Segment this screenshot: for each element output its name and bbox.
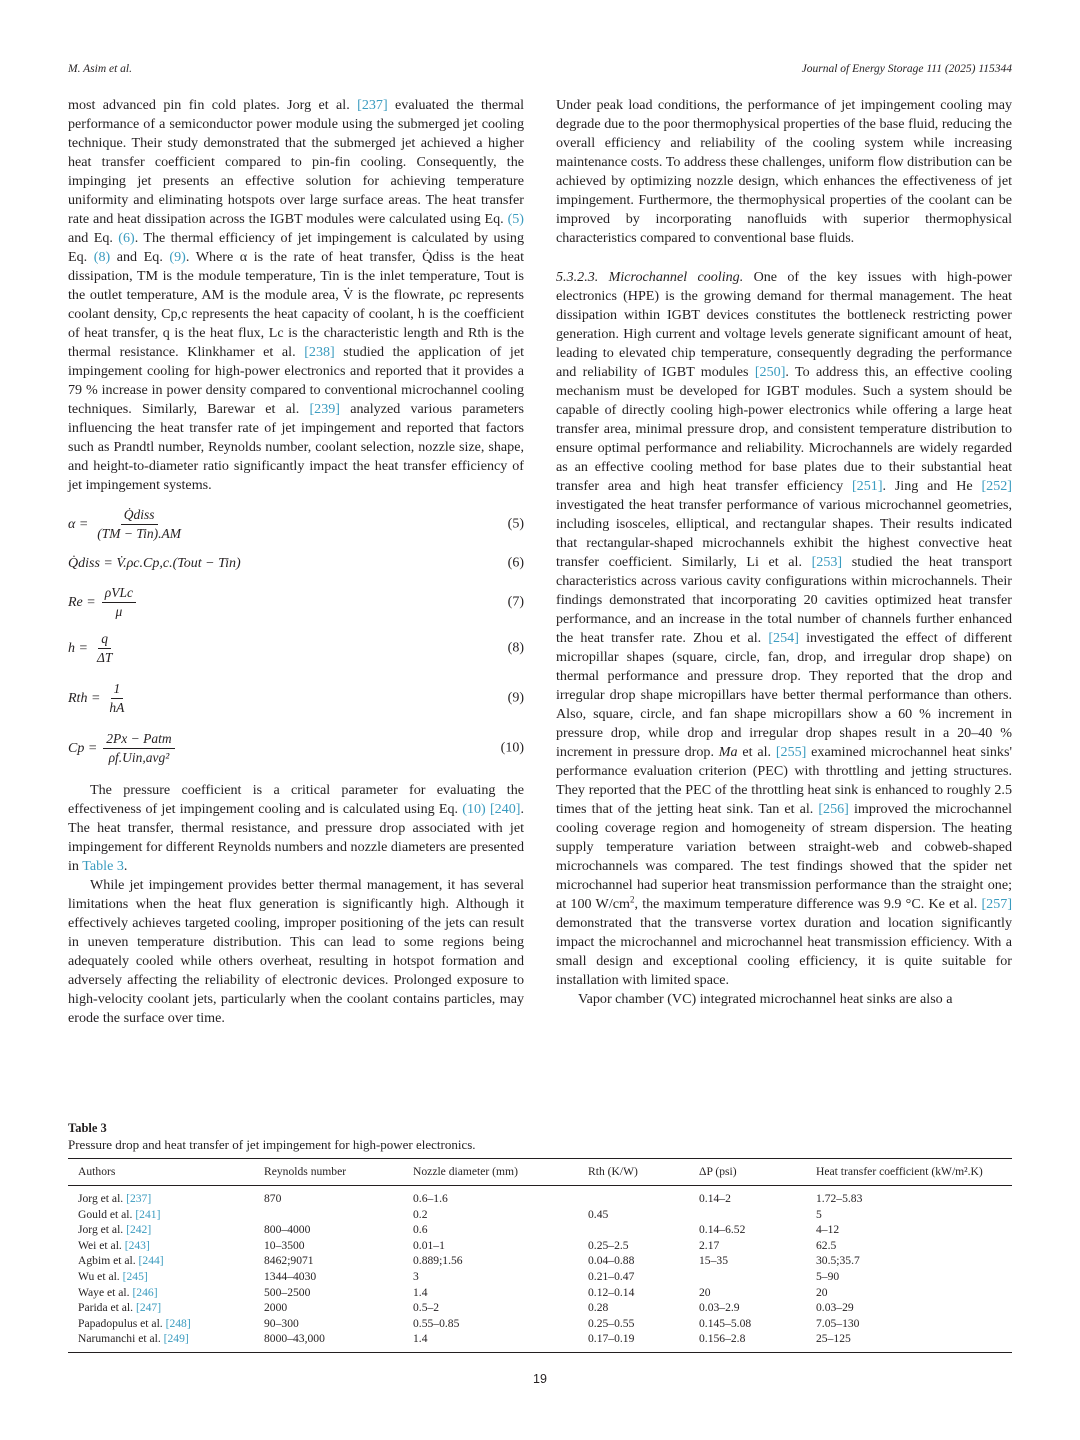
cell-rth: 0.17–0.19	[588, 1332, 635, 1346]
fraction: $\frac{\text{ρVLc}}{\mu}$	[102, 585, 136, 620]
table-row	[68, 1238, 1012, 1254]
cell-dp: 2.17	[699, 1238, 720, 1252]
cell-rth: 0.45	[588, 1207, 609, 1221]
cell-dp: 20	[699, 1285, 711, 1299]
table-label: Table 3	[68, 1121, 107, 1135]
equation-link[interactable]: (6)	[118, 230, 135, 246]
column-header: Reynolds number	[264, 1165, 347, 1179]
table-row	[68, 1222, 1012, 1238]
fraction: $\frac{q}{\Delta T}$	[96, 630, 113, 665]
cell-dp: 0.156–2.8	[699, 1332, 746, 1346]
citation-link[interactable]: [237]	[126, 1192, 152, 1205]
equation-number: (8)	[507, 640, 524, 656]
cell-nozzle: 0.6–1.6	[413, 1192, 448, 1205]
paragraph-jet-impingement: most advanced pin fin cold plates. Jorg et al. [237] evaluated the thermal performance of a semiconductor power module using the submerged jet cooling technique. Their study demonstrated that the submerged jet achieved a higher heat transfer coefficient compared to pin-fin cooling. Consequently, the impinging jet presents an effective solution for achieving temperature uniformity and eliminating hotspots over large surface areas. The heat transfer rate and heat dissipation across the IGBT modules were calculated using Eq. (5) and Eq. (6). The thermal efficiency of jet impingement is calculated by using Eq. (8) and Eq. (9). Where α is the rate of heat transfer, Q̇diss is the heat dissipation, TM is the module temperature, Tin is the inlet temperature, Tout is the outlet temperature, AM is the module area, V̇ is the flowrate, ρc represents coolant density, Cp,c represents the heat capacity of coolant, h is the coefficient of heat transfer, q is the heat flux, Lc is the characteristic length and Rth is the thermal resistance. Klinkhamer et al. [238] studied the application of jet impingement cooling for high-power electronics and reported that it provides a 79 % increase in power density compared to conventional microchannel cooling techniques. Similarly, Barewar et al. [239] analyzed various parameters influencing the heat transfer rate of jet impingement and reported that factors such as Prandtl number, Reynolds number, coolant selection, nozzle size, shape, and height-to-diameter ratio significantly impact the heat transfer efficiency of jet impingement systems.	[68, 97, 525, 493]
equation-7: Re = $\frac{\text{ρVLc}}{\mu}$ (7)	[68, 584, 524, 619]
cell-re	[254, 1207, 403, 1223]
cell-author: Wu et al. [245]	[78, 1269, 148, 1283]
table-link[interactable]: Table 3	[82, 858, 124, 874]
equation-number: (10)	[500, 740, 524, 756]
equation-number: (6)	[507, 555, 524, 571]
table-row	[68, 1300, 1012, 1316]
cell-nozzle: 0.6	[413, 1223, 428, 1237]
cell-nozzle: 0.2	[413, 1207, 428, 1221]
column-header: ΔP (psi)	[699, 1165, 737, 1179]
cell-re: 8462;9071	[264, 1254, 314, 1268]
paragraph-pressure-coefficient: The pressure coefficient is a critical parameter for evaluating the effectiveness of jet impingement cooling and is calculated using Eq. (10) [240]. The heat transfer, thermal resistance, and pressure drop associated with jet impingement for different Reynolds numbers and nozzle diameters are presented in Table 3.	[68, 782, 524, 874]
cell-dp	[689, 1207, 806, 1223]
running-head-authors: M. Asim et al.	[68, 63, 132, 75]
cell-nozzle: 0.889;1.56	[413, 1254, 463, 1268]
fraction: $\frac{\text{2Px − Patm}}{\text{ρf.Uin,avg²}}$	[103, 731, 174, 766]
cell-htc: 30.5;35.7	[816, 1254, 860, 1268]
column-header: Rth (K/W)	[588, 1165, 638, 1179]
cell-rth: 0.21–0.47	[588, 1269, 635, 1283]
equation-link[interactable]: (5)	[507, 211, 524, 227]
table-row	[68, 1285, 1012, 1301]
cell-rth	[578, 1186, 689, 1207]
cell-htc: 7.05–130	[816, 1316, 860, 1330]
cell-author: Wei et al. [243]	[78, 1238, 150, 1252]
fraction: $\frac{\text{Q̇diss}}{\text{(TM − Tin).AM}}$	[97, 506, 182, 541]
citation-link[interactable]: [240]	[489, 801, 521, 817]
cell-nozzle: 3	[413, 1269, 419, 1283]
cell-htc: 1.72–5.83	[816, 1192, 863, 1205]
cell-author: Waye et al. [246]	[78, 1285, 158, 1299]
citation-link[interactable]: [252]	[981, 478, 1012, 494]
cell-htc: 20	[816, 1285, 828, 1299]
table-row	[68, 1316, 1012, 1332]
cell-dp: 15–35	[699, 1254, 728, 1268]
cell-author: Jorg et al. [242]	[78, 1223, 152, 1237]
table-row	[68, 1253, 1012, 1269]
equation-8: h = $\frac{q}{\Delta T}$ (8)	[68, 630, 524, 665]
cell-author: Papadopulus et al. [248]	[78, 1316, 191, 1330]
fraction: $\frac{1}{hA}$	[109, 680, 125, 715]
right-column	[556, 96, 1012, 1009]
citation-link[interactable]: [246]	[132, 1285, 158, 1299]
running-head-journal: Journal of Energy Storage 111 (2025) 115344	[801, 63, 1012, 75]
equation-link[interactable]: (9)	[169, 249, 186, 265]
cell-nozzle: 1.4	[413, 1285, 428, 1299]
table-3	[68, 1120, 1012, 1353]
citation-link[interactable]: [245]	[122, 1269, 148, 1283]
data-table	[68, 1158, 1012, 1353]
citation-link[interactable]: [257]	[981, 896, 1013, 912]
citation-link[interactable]: [254]	[768, 630, 799, 646]
equation-number: (5)	[507, 516, 524, 532]
citation-link[interactable]: [238]	[304, 344, 335, 360]
cell-rth	[578, 1222, 689, 1238]
cell-re: 800–4000	[264, 1223, 311, 1237]
citation-link[interactable]: [244]	[138, 1254, 164, 1268]
cell-nozzle: 0.55–0.85	[413, 1316, 460, 1330]
cell-dp: 0.03–2.9	[699, 1301, 740, 1315]
cell-author: Narumanchi et al. [249]	[78, 1332, 189, 1346]
equation-9: Rth = $\frac{1}{hA}$ (9)	[68, 680, 524, 715]
table-row	[68, 1207, 1012, 1223]
table-row	[68, 1331, 1012, 1352]
citation-link[interactable]: [249]	[163, 1332, 189, 1346]
cell-rth: 0.04–0.88	[588, 1254, 635, 1268]
citation-link[interactable]: [248]	[165, 1316, 191, 1330]
cell-dp: 0.14–6.52	[699, 1223, 746, 1237]
cell-re: 500–2500	[264, 1285, 311, 1299]
cell-htc: 4–12	[816, 1223, 840, 1237]
table-body	[68, 1186, 1012, 1353]
cell-re: 870	[264, 1192, 282, 1205]
citation-link[interactable]: [251]	[851, 478, 883, 494]
column-header: Heat transfer coefficient (kW/m².K)	[816, 1165, 983, 1179]
cell-dp: 0.145–5.08	[699, 1316, 752, 1330]
citation-link[interactable]: [237]	[357, 97, 388, 113]
citation-link[interactable]: [253]	[811, 554, 843, 570]
cell-re: 10–3500	[264, 1238, 305, 1252]
table-row	[68, 1186, 1012, 1207]
cell-rth: 0.28	[588, 1301, 609, 1315]
cell-htc: 5–90	[816, 1269, 840, 1283]
citation-link[interactable]: [255]	[775, 744, 807, 760]
section-heading: 5.3.2.3. Microchannel cooling.	[556, 269, 744, 285]
cell-author: Agbim et al. [244]	[78, 1254, 164, 1268]
paragraph-microchannel-cooling: 5.3.2.3. Microchannel cooling. One of the key issues with high-power electronics (HPE) is the growing demand for thermal management. The heat dissipation within IGBT devices constitutes the bottleneck restricting power generation. High current and voltage levels generate significant amount of heat, leading to elevated chip temperature, consequently degrading the performance and reliability of IGBT modules [250]. To address this, an effective cooling mechanism must be developed for IGBT modules. Such a system should be capable of directly cooling high-power electronics while offering a large heat transfer area, minimal pressure drop, and consistent temperature distribution to ensure optimal performance and reliability. Microchannels are widely regarded as an effective cooling method for base plates due to their substantial heat transfer area and high heat transfer efficiency [251]. Jing and He [252] investigated the heat transfer performance of various microchannel geometries, including isosceles, elliptical, and rectangular shapes. Their results indicated that rectangular-shaped microchannels exhibit the highest convective heat transfer coefficient. Similarly, Li et al. [253] studied the heat transport characteristics across various cavity configurations within microchannels. Their findings demonstrated that incorporating 20 cavities optimized heat transfer performance, and an increase in the total number of channels further enhanced the heat transfer rate. Zhou et al. [254] investigated the effect of different micropillar shapes (square, circle, fan, drop, and irregular drop shape) on thermal performance and pressure drop. They reported that the drop and irregular drop shape micropillars have better thermal performance than others. Also, square, circle, and fan shape micropillars show a 60 % increment in pressure drop, while drop and irregular drop shapes result in a 20–40 % increment in pressure drop. Ma et al. [255] examined microchannel heat sinks' performance evaluation criterion (PEC) with throttling and jetting structures. They reported that the PEC of the throttling heat sink is enhanced to roughly 2.5 times that of the jetting heat sink. Tan et al. [256] improved the microchannel cooling coverage region and homogeneity of stream dispersion. The heating supply temperature variation between straight-web and cobweb-shaped microchannels was compared. The test findings showed that the spider net microchannel had superior heat transmission performance than the straight one; at 100 $W/cm^2$, the maximum temperature difference was 9.9 °C. Ke et al. [257] demonstrated that the transverse vortex duration and location significantly impact the microchannel and microchannel heat transmission efficiency. With a small design and exceptional cooling efficiency, it is quite suitable for installation with limited space.	[556, 269, 1013, 988]
cell-author: Jorg et al. [237]	[78, 1192, 152, 1205]
cell-htc: 5	[816, 1207, 822, 1221]
paragraph-vapor-chamber: Vapor chamber (VC) integrated microchannel heat sinks are also a	[578, 991, 953, 1007]
citation-link[interactable]: [256]	[818, 801, 849, 817]
equation-10: Cp = $\frac{\text{2Px − Patm}}{\text{ρf.Uin,avg²}}$ (10)	[68, 730, 524, 765]
equation-6: Q̇diss = V̇.ρc.Cp,c.(Tout − Tin) (6)	[68, 555, 524, 571]
cell-re: 2000	[264, 1301, 288, 1315]
column-header: Authors	[78, 1165, 116, 1179]
cell-dp	[689, 1269, 806, 1285]
page-number: 19	[533, 1372, 547, 1386]
equation-5: α = $\frac{\text{Q̇diss}}{\text{(TM − Tin).AM}}$ (5)	[68, 506, 524, 541]
column-header: Nozzle diameter (mm)	[413, 1165, 518, 1179]
citation-link[interactable]: [250]	[754, 364, 786, 380]
cell-nozzle: 1.4	[413, 1332, 428, 1346]
citation-link[interactable]: [242]	[126, 1223, 152, 1237]
cell-rth: 0.12–0.14	[588, 1285, 635, 1299]
citation-link[interactable]: [243]	[124, 1238, 150, 1252]
cell-nozzle: 0.01–1	[413, 1238, 445, 1252]
cell-re: 90–300	[264, 1316, 299, 1330]
cell-htc: 25–125	[816, 1332, 851, 1346]
cell-htc: 62.5	[816, 1238, 837, 1252]
cell-htc: 0.03–29	[816, 1301, 854, 1315]
paragraph-peak-load: Under peak load conditions, the performance of jet impingement cooling may degrade due to the poor thermophysical properties of the base fluid, reducing the overall efficiency and reliability of the cooling system while increasing maintenance costs. To address these challenges, uniform flow distribution can be achieved by optimizing nozzle design, which enhances the effectiveness of jet impingement. Furthermore, the thermophysical properties of the coolant can be improved by incorporating nanofluids with superior thermophysical characteristics compared to conventional base fluids.	[556, 97, 1012, 246]
paragraph-limitations: While jet impingement provides better thermal management, it has several limitations when the heat flux generation is significantly high. Although it effectively achieves targeted cooling, improper positioning of the jets can result in uneven temperature distribution. This can lead to some regions being adequately cooled while others overheat, resulting in hotspot formation and adversely affecting the reliability of electronic devices. Prolonged exposure to high-velocity coolant jets, particularly when the coolant contains particles, may erode the surface over time.	[68, 877, 524, 1026]
cell-dp: 0.14–2	[699, 1192, 731, 1205]
citation-link[interactable]: [241]	[135, 1207, 161, 1221]
citation-link[interactable]: [239]	[309, 401, 340, 417]
citation-link[interactable]: [247]	[135, 1301, 162, 1315]
equation-link[interactable]: (8)	[93, 249, 111, 265]
cell-author: Gould et al. [241]	[78, 1207, 161, 1221]
equation-number: (9)	[507, 690, 524, 706]
table-row	[68, 1269, 1012, 1285]
table-header-row	[68, 1159, 1012, 1186]
equation-number: (7)	[507, 594, 524, 610]
equation-link[interactable]: (10)	[462, 801, 486, 817]
cell-author: Parida et al. [247]	[78, 1301, 162, 1315]
table-caption: Pressure drop and heat transfer of jet impingement for high-power electronics.	[68, 1137, 476, 1152]
cell-nozzle: 0.5–2	[413, 1301, 440, 1315]
cell-re: 8000–43,000	[264, 1332, 325, 1346]
cell-rth: 0.25–2.5	[588, 1238, 629, 1252]
cell-re: 1344–4030	[264, 1269, 317, 1283]
left-column	[68, 96, 524, 1028]
cell-rth: 0.25–0.55	[588, 1316, 635, 1330]
